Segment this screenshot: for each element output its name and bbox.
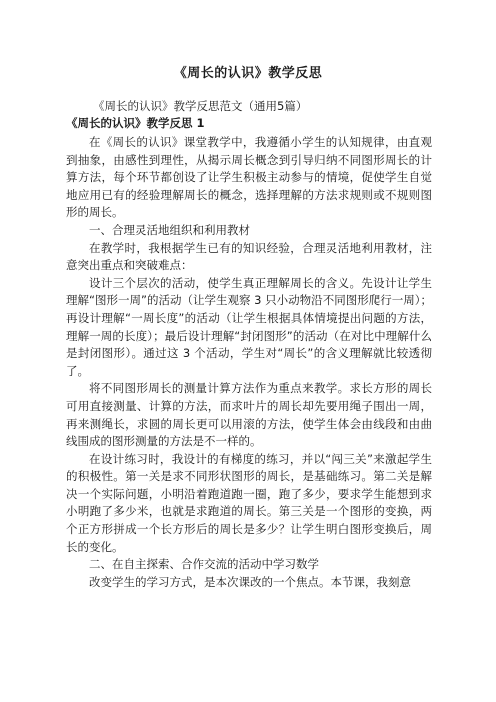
page-title: 《周长的认识》教学反思 <box>173 66 323 81</box>
paragraph: 一、合理灵活地组织和利用教材 <box>89 222 250 237</box>
paragraph: 在设计练习时，我设计的有梯度的练习，并以“闯三关”来激起学生的积极性。第一关是求不同形状图形的周长，是基础练习。第二关是解决一个实际问题，小明沿着跑道跑一圈，跑了多少，要求学生能想到求小明跑了多少米，也就是求跑道的周长。第三关是一个图形的变换，两个正方形拼成一个长方形后的周长是多少？让学生明白图形变换后，周长的变化。 <box>66 451 432 554</box>
body-text <box>66 134 432 591</box>
paragraph: 二、在自主探索、合作交流的活动中学习数学 <box>89 557 319 572</box>
section-heading: 《周长的认识》教学反思 1 <box>66 116 205 130</box>
paragraph: 将不同图形周长的测量计算方法作为重点来教学。求长方形的周长可用直接测量、计算的方法，而求叶片的周长却先要用绳子围出一周，再来测绳长，求圆的周长更可以用滚的方法，使学生体会由线段和由曲线围成的图形测量的方法是不一样的。 <box>66 381 432 449</box>
document-subtitle: 《周长的认识》教学反思范文（通用5篇） <box>93 99 308 113</box>
paragraph: 在教学时，我根据学生已有的知识经验，合理灵活地利用教材，注意突出重点和突破难点： <box>66 240 432 273</box>
paragraph: 设计三个层次的活动，使学生真正理解周长的含义。先设计让学生理解“图形一周”的活动（让学生观察 3 只小动物沿不同图形爬行一周）；再设计理解“一周长度”的活动（让学生根据具体情境提出问题的方法，理解一周的长度）；最后设计理解“封闭图形”的活动（在对比中理解什么是封闭图形）。通过这 3 个活动，学生对“周长”的含义理解就比较透彻了。 <box>66 275 432 378</box>
paragraph: 在《周长的认识》课堂教学中，我遵循小学生的认知规律，由直观到抽象，由感性到理性，从揭示周长概念到引导归纳不同图形周长的计算方法，每个环节都创设了让学生积极主动参与的情境，促使学生自觉地应用已有的经验理解周长的概念，选择理解的方法求规则或不规则图形的周长。 <box>66 135 432 220</box>
paragraph: 改变学生的学习方式，是本次课改的一个焦点。本节课，我刻意 <box>89 574 411 589</box>
